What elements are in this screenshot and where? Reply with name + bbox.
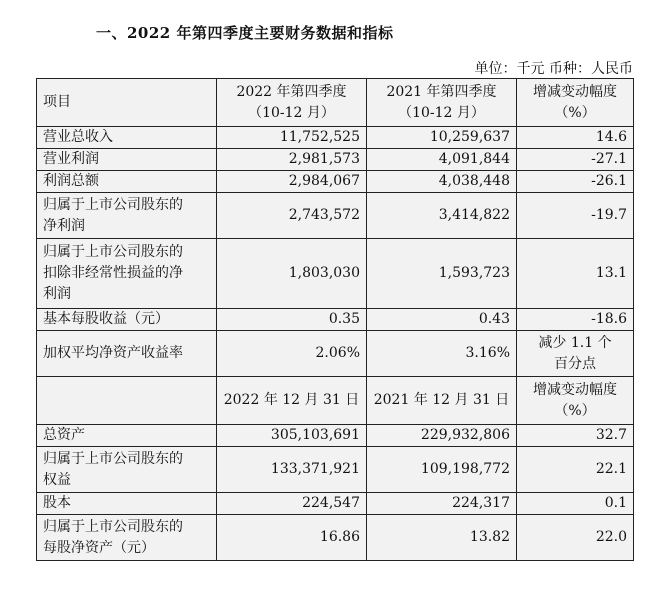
header-2021-date: 2021 年 12 月 31 日: [367, 377, 517, 425]
header-2021-q4: [367, 79, 517, 127]
header-2022-date: 2022 年 12 月 31 日: [217, 377, 367, 425]
value-2022: 133,371,921: [217, 447, 367, 493]
table-header-row: [37, 79, 634, 127]
value-2022: 0.35: [217, 309, 367, 331]
table-row: [37, 193, 634, 239]
value-2021: 13.82: [367, 515, 517, 561]
section-title: 一、2022 年第四季度主要财务数据和指标: [96, 24, 394, 42]
change-value: 14.6: [517, 127, 634, 149]
header-2021-q4-line1: 2021 年第四季度: [386, 83, 497, 100]
change-value: -27.1: [517, 149, 634, 171]
change-value: 13.1: [517, 239, 634, 309]
value-2022: 2,743,572: [217, 193, 367, 239]
change-value: 22.1: [517, 447, 634, 493]
row-label-line: 每股净资产（元）: [43, 539, 155, 556]
table-row: [37, 447, 634, 493]
row-label-line: 归属于上市公司股东的: [43, 450, 183, 467]
header-2022-q4: [217, 79, 367, 127]
table-row: [37, 331, 634, 377]
table-row: [37, 171, 634, 193]
row-label-line: 归属于上市公司股东的: [43, 244, 183, 260]
value-2022: 1,803,030: [217, 239, 367, 309]
table-row: [37, 493, 634, 515]
row-label-line: 归属于上市公司股东的: [43, 196, 183, 213]
table-row: [37, 425, 634, 447]
row-label-line: 归属于上市公司股东的: [43, 518, 183, 535]
row-label: 营业总收入: [37, 127, 217, 149]
row-label: 基本每股收益（元）: [37, 309, 217, 331]
value-2022: 16.86: [217, 515, 367, 561]
value-2022: 2.06%: [217, 331, 367, 377]
table-header-row: [37, 377, 634, 425]
header-2022-q4-line1: 2022 年第四季度: [236, 83, 347, 100]
header-blank: [37, 377, 217, 425]
row-label: [37, 239, 217, 309]
change-value: -19.7: [517, 193, 634, 239]
table-row: [37, 149, 634, 171]
change-value: -18.6: [517, 309, 634, 331]
row-label: [37, 447, 217, 493]
change-line: 百分点: [554, 355, 596, 372]
value-2021: 3,414,822: [367, 193, 517, 239]
value-2021: 109,198,772: [367, 447, 517, 493]
header-2022-q4-line2: （10-12 月）: [248, 104, 335, 121]
value-2022: 2,984,067: [217, 171, 367, 193]
change-line: 减少 1.1 个: [538, 334, 612, 351]
row-label: 加权平均净资产收益率: [37, 331, 217, 377]
value-2021: 10,259,637: [367, 127, 517, 149]
header-change-2-line2: （%）: [554, 402, 596, 419]
row-label-line: 扣除非经常性损益的净: [43, 265, 183, 281]
header-2021-q4-line2: （10-12 月）: [398, 104, 485, 121]
header-change: [517, 79, 634, 127]
value-2022: 224,547: [217, 493, 367, 515]
financial-data-table: [36, 78, 634, 561]
row-label: 利润总额: [37, 171, 217, 193]
table-row: [37, 515, 634, 561]
header-change-line1: 增减变动幅度: [533, 83, 617, 100]
change-value: 32.7: [517, 425, 634, 447]
change-value: 22.0: [517, 515, 634, 561]
value-2021: 1,593,723: [367, 239, 517, 309]
row-label-line: 净利润: [43, 217, 85, 234]
change-value: [517, 331, 634, 377]
value-2021: 224,317: [367, 493, 517, 515]
value-2021: 0.43: [367, 309, 517, 331]
header-change-2-line1: 增减变动幅度: [533, 381, 617, 398]
value-2021: 229,932,806: [367, 425, 517, 447]
change-value: -26.1: [517, 171, 634, 193]
value-2022: 11,752,525: [217, 127, 367, 149]
table-row: [37, 127, 634, 149]
header-change-2: [517, 377, 634, 425]
value-2022: 305,103,691: [217, 425, 367, 447]
table-row: [37, 309, 634, 331]
row-label: [37, 515, 217, 561]
value-2022: 2,981,573: [217, 149, 367, 171]
row-label: 营业利润: [37, 149, 217, 171]
row-label: 股本: [37, 493, 217, 515]
value-2021: 3.16%: [367, 331, 517, 377]
row-label: 总资产: [37, 425, 217, 447]
row-label: [37, 193, 217, 239]
row-label-line: 利润: [43, 286, 71, 302]
header-change-line2: （%）: [554, 104, 596, 121]
value-2021: 4,038,448: [367, 171, 517, 193]
unit-note: 单位：千元 币种：人民币: [474, 61, 633, 77]
change-value: 0.1: [517, 493, 634, 515]
header-item: 项目: [37, 79, 217, 127]
row-label-line: 权益: [43, 471, 71, 488]
value-2021: 4,091,844: [367, 149, 517, 171]
table-row: [37, 239, 634, 309]
